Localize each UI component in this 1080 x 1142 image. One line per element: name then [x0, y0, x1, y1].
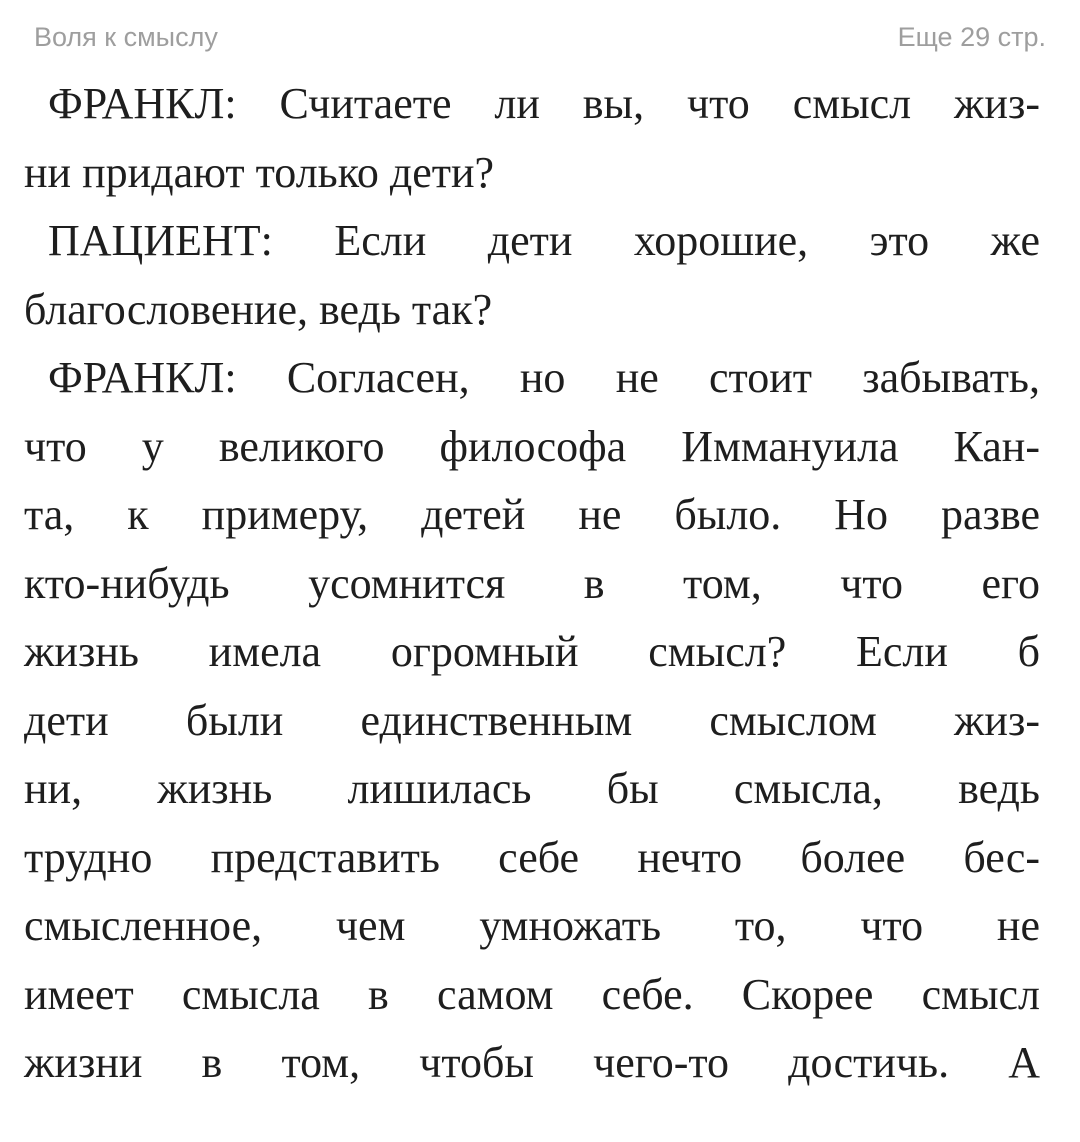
text-line: имеет смысла в самом себе. Скорее смысл: [24, 969, 1040, 1019]
page-text[interactable]: [24, 70, 1040, 1098]
text-line: ПАЦИЕНТ: Если дети хорошие, это же: [48, 216, 1040, 265]
text-line: та, к примеру, детей не было. Но разве: [24, 490, 1040, 539]
text-line: трудно представить себе нечто более бес-: [24, 832, 1040, 882]
text-line: ни, жизнь лишилась бы смысла, ведь: [24, 764, 1040, 813]
text-line: ни придают только дети?: [24, 147, 495, 197]
pages-remaining: Еще 29 стр.: [897, 22, 1046, 52]
text-line: дети были единственным смыслом жиз-: [24, 695, 1040, 745]
text-line: жизнь имела огромный смысл? Если б: [24, 627, 1040, 676]
text-line: кто-нибудь усомнится в том, что его: [24, 558, 1040, 608]
text-line: ФРАНКЛ: Согласен, но не стоит забывать,: [48, 353, 1040, 402]
text-line: ФРАНКЛ: Считаете ли вы, что смысл жиз-: [48, 79, 1040, 128]
text-line: жизни в том, чтобы чего-то достичь. А: [24, 1038, 1040, 1087]
text-line: что у великого философа Иммануила Кан-: [24, 421, 1040, 471]
reader-header: [34, 22, 1046, 58]
book-title: Воля к смыслу: [34, 22, 218, 52]
text-line: смысленное, чем умножать то, что не: [24, 901, 1040, 950]
text-line: благословение, ведь так?: [24, 284, 493, 334]
